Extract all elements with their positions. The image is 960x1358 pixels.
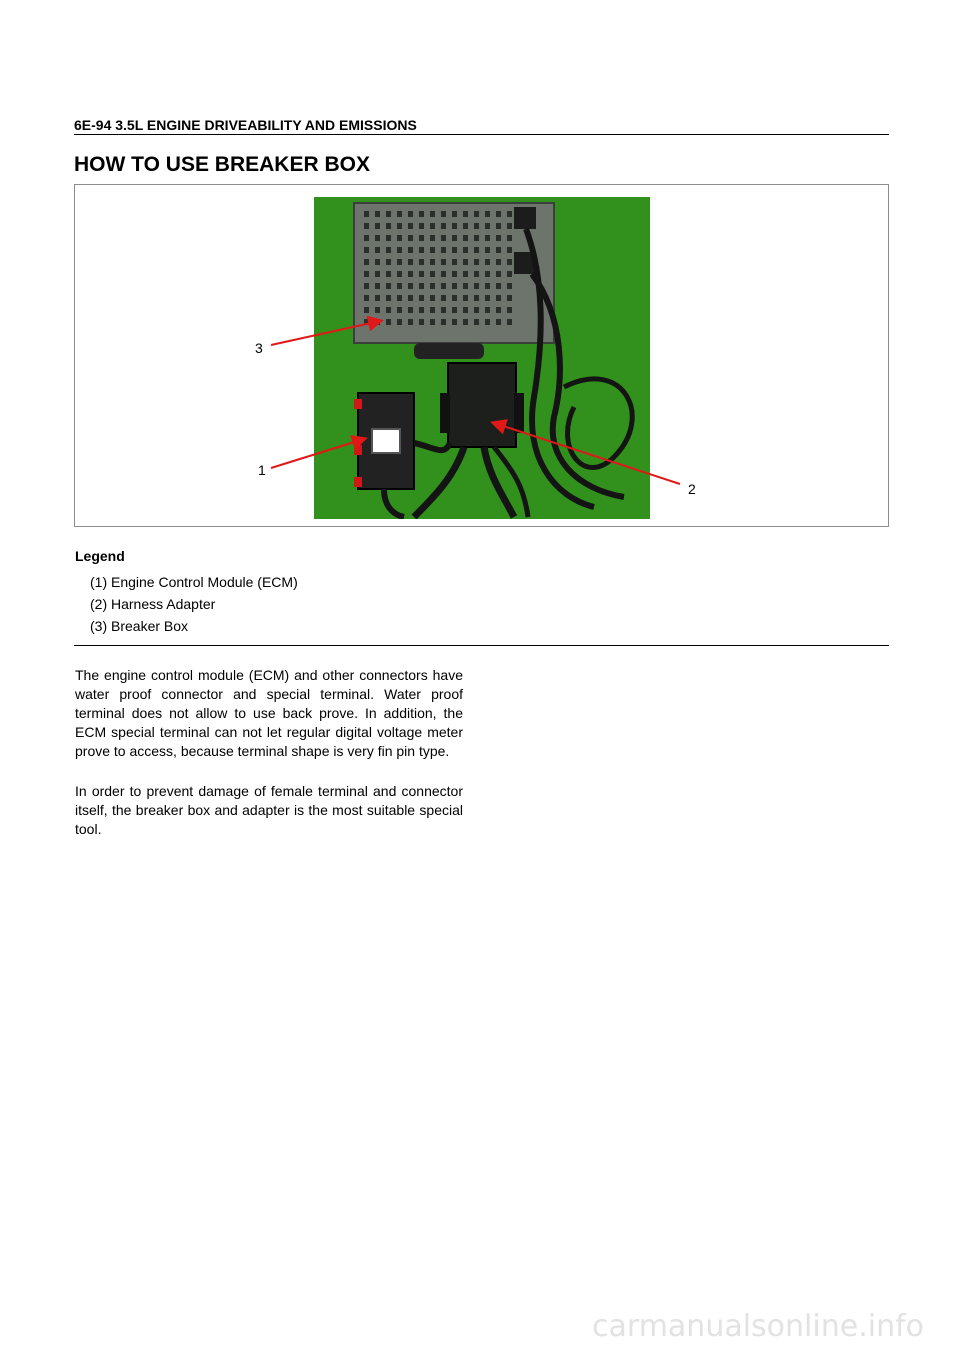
- callout-2: 2: [688, 481, 696, 497]
- watermark: carmanualsonline.info: [592, 1309, 924, 1344]
- callout-1: 1: [258, 462, 266, 478]
- legend-item-breaker-box: (3) Breaker Box: [90, 618, 189, 634]
- page-header: 6E-94 3.5L ENGINE DRIVEABILITY AND EMISSIONS: [74, 118, 889, 135]
- body-paragraph-2: In order to prevent damage of female terminal and connector itself, the breaker box and adapter is the most suitable special tool.: [75, 783, 463, 837]
- figure-frame: [74, 184, 889, 527]
- legend-title: Legend: [75, 548, 125, 564]
- section-title: HOW TO USE BREAKER BOX: [74, 153, 370, 176]
- callout-arrows: [75, 185, 888, 526]
- body-paragraph-1: The engine control module (ECM) and other connectors have water proof connector and special terminal. Water proof terminal does not allow to use back prove. In addition, the ECM special terminal can not let regular digital voltage meter prove to access, because terminal shape is very fin pin type.: [75, 667, 463, 759]
- callout-3: 3: [255, 340, 263, 356]
- divider: [74, 645, 889, 646]
- legend-item-ecm: (1) Engine Control Module (ECM): [90, 574, 298, 590]
- legend-item-harness-adapter: (2) Harness Adapter: [90, 596, 216, 612]
